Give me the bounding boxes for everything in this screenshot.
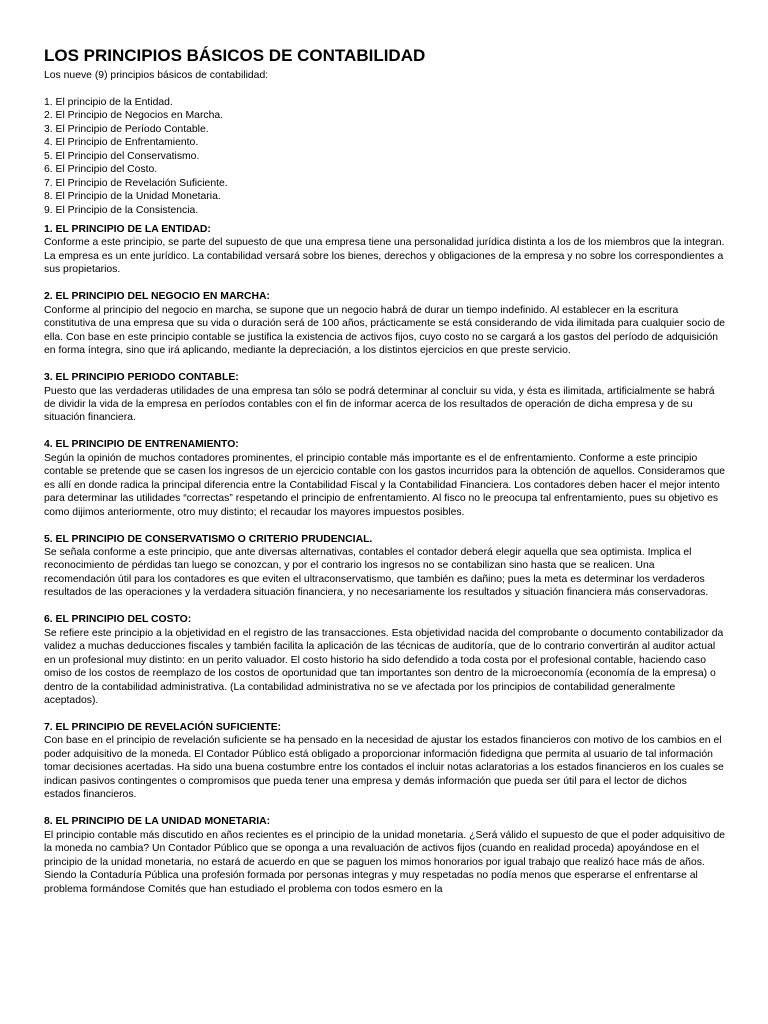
section-heading: 3. EL PRINCIPIO PERIODO CONTABLE:	[44, 372, 239, 384]
section-periodo-contable	[44, 371, 726, 425]
list-item: 2. El Principio de Negocios en Marcha.	[44, 110, 224, 122]
document-title: LOS PRINCIPIOS BÁSICOS DE CONTABILIDAD	[44, 46, 426, 65]
section-heading: 1. EL PRINCIPIO DE LA ENTIDAD:	[44, 223, 211, 235]
section-body: Conforme a este principio, se parte del supuesto de que una empresa tiene una personalidad jurídica distinta a los de los miembros que la integran. La empresa es un ente jurídico. La contabilidad versará sobre los bienes, derechos y obligaciones de la empresa y no sobre los correspondientes a sus propietarios.	[44, 237, 725, 276]
section-revelacion-suficiente	[44, 721, 726, 802]
section-conservatismo	[44, 533, 726, 600]
list-item: 3. El Principio de Período Contable.	[44, 123, 209, 135]
section-body: Según la opinión de muchos contadores prominentes, el principio contable más importante es el de enfrentamiento. Conforme a este principio contable se pretende que se casen los ingresos de un ejercicio contable con los gastos incurridos para la obtención de aquellos. Consideramos que es allí en donde radica la principal diferencia entre la Contabilidad Fiscal y la Contabilidad Financiera. Los contadores deben hacer el mejor intento para determinar las utilidades “correctas” respetando el principio de enfrentamiento. Al fisco no le preocupa tal enfrentamiento, pues su objetivo es como dijimos anteriormente, otro muy distinto; el recaudar los mayores impuestos posibles.	[44, 452, 726, 518]
section-costo	[44, 613, 726, 707]
list-item: 9. El Principio de la Consistencia.	[44, 204, 199, 216]
section-heading: 7. EL PRINCIPIO DE REVELACIÓN SUFICIENTE:	[44, 722, 282, 734]
list-item: 6. El Principio del Costo.	[44, 164, 158, 176]
principles-list	[44, 96, 726, 217]
intro-text: Los nueve (9) principios básicos de contabilidad:	[44, 70, 269, 81]
list-item: 5. El Principio del Conservatismo.	[44, 150, 200, 162]
spacer	[44, 82, 726, 95]
section-unidad-monetaria	[44, 815, 726, 896]
section-heading: 2. EL PRINCIPIO DEL NEGOCIO EN MARCHA:	[44, 291, 270, 303]
section-negocio-en-marcha	[44, 290, 726, 357]
section-heading: 5. EL PRINCIPIO DE CONSERVATISMO O CRITERIO PRUDENCIAL.	[44, 533, 373, 545]
list-item: 4. El Principio de Enfrentamiento.	[44, 137, 199, 149]
section-body: Se refiere este principio a la objetividad en el registro de las transacciones. Esta objetividad nacida del comprobante o documento contabilizador da validez a muchas deducciones fiscales y también facilita la aplicación de las técnicas de auditoría, que de lo contrario convertirán al auditor actual en un profesional muy distinto: en un perito valuador. El costo historio ha sido defendido a toda costa por el profesional contable, haciendo caso omiso de los costos de reemplazo de los costos de oportunidad que tan importantes son dentro de la microeconomía (economía de la empresa) o dentro de la contabilidad administrativa. (La contabilidad administrativa no se ve afectada por los principios de contabilidad generalmente aceptados).	[44, 627, 724, 707]
section-body: Conforme al principio del negocio en marcha, se supone que un negocio habrá de durar un tiempo indefinido. Al establecer en la escritura constitutiva de una empresa que su vida o duración será de 100 años, prácticamente se está considerando de vida ilimitada para cualquier socio de ella. Con base en este principio contable se justifica la existencia de activos fijos, cuyo costo no se cargará a los gastos del período de adquisición en forma íntegra, sino que irá aplicando, mediante la depreciación, a los distintos ejercicios en que preste servicio.	[44, 304, 726, 357]
section-body: Con base en el principio de revelación suficiente se ha pensado en la necesidad de ajustar los estados financieros con motivo de los cambios en el poder adquisitivo de la moneda. El Contador Público está obligado a proporcionar información fidedigna que permita al usuario de tal información tomar decisiones acertadas. Ha sido una buena costumbre entre los contados el incluir notas aclaratorias a los estados financieros en los cuales se indican pasivos contingentes o compromisos que pueda tener una empresa y demás información que pueda ser útil para el lector de dichos estados financieros.	[44, 735, 724, 801]
section-entidad	[44, 223, 726, 277]
section-heading: 8. EL PRINCIPIO DE LA UNIDAD MONETARIA:	[44, 816, 271, 828]
section-heading: 6. EL PRINCIPIO DEL COSTO:	[44, 614, 192, 626]
section-body: El principio contable más discutido en años recientes es el principio de la unidad monetaria. ¿Será válido el supuesto de que el poder adquisitivo de la moneda no cambia? Un Contador Público que se oponga a una revaluación de activos fijos (cuando en realidad proceda) apoyándose en el principio de la unidad monetaria, no estará de acuerdo en que se paguen los mimos honorarios por igual trabajo que realizó hace más de años. Siendo la Contaduría Pública una profesión formada por personas integras y muy respetadas no podía menos que esperarse el enfrentarse al problema formándose Comités que han estudiado el problema con todos esmero en la	[44, 829, 726, 895]
section-body: Puesto que las verdaderas utilidades de una empresa tan sólo se podrá determinar al concluir su vida, y ésta es ilimitada, artificialmente se habrá de dividir la vida de la empresa en períodos contables con el fin de informar acerca de los resultados de operación de dicha empresa y de su situación financiera.	[44, 385, 715, 424]
section-body: Se señala conforme a este principio, que ante diversas alternativas, contables el contador deberá elegir aquella que sea optimista. Implica el reconocimiento de pérdidas tan luego se conozcan, y por el contrario los ingresos no se contabilizan sino hasta que se realicen. Una recomendación útil para los contadores es que eviten el ultraconservatismo, que también es dañino; pues la meta es determinar los verdaderos resultados de las operaciones y la verdadera situación financiera, y no necesariamente los resultados y situación financiera más conservadoras.	[44, 547, 709, 599]
section-heading: 4. EL PRINCIPIO DE ENTRENAMIENTO:	[44, 439, 239, 451]
document-page	[44, 46, 726, 896]
list-item: 8. El Principio de la Unidad Monetaria.	[44, 191, 221, 203]
list-item: 1. El principio de la Entidad.	[44, 96, 173, 108]
section-enfrentamiento	[44, 438, 726, 519]
list-item: 7. El Principio de Revelación Suficiente.	[44, 177, 228, 189]
